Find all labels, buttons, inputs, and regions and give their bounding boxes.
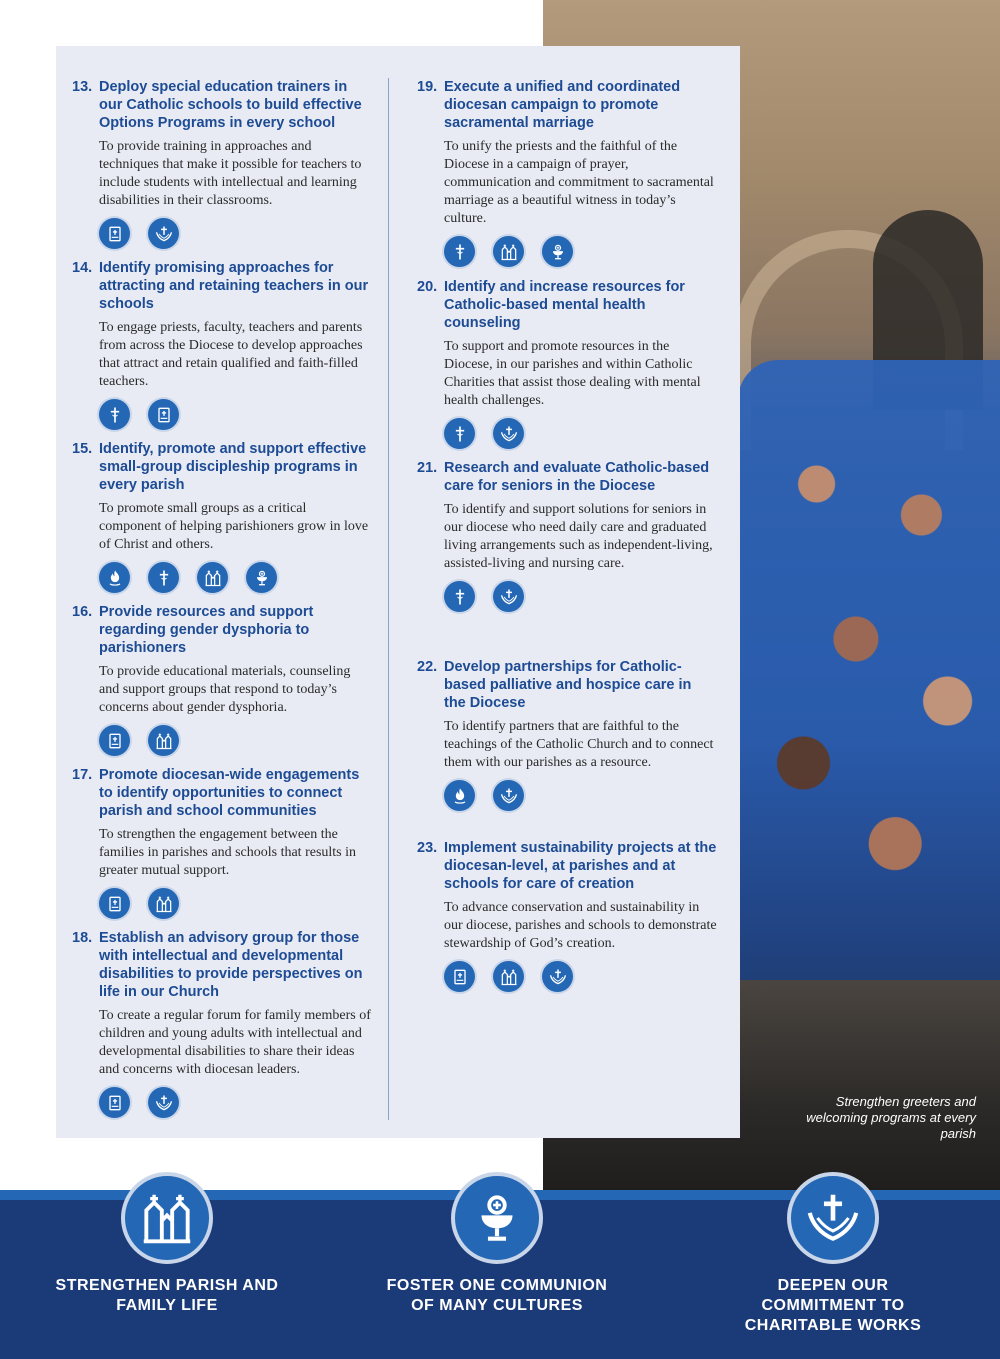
goal-icons [99, 888, 372, 919]
goal-number: 21. [417, 460, 438, 476]
goal-description: To identify and support solutions for seniors in our diocese who need daily care and graduated living arrangements such as independent-living, assisted-living and nursing care. [444, 502, 713, 571]
goal-item-22 [417, 658, 717, 811]
goal-item-14 [72, 259, 372, 430]
goal-description: To identify partners that are faithful to the teachings of the Catholic Church and to connect them with our parishes as a resource. [444, 719, 714, 770]
goal-title: Identify promising approaches for attracting and retaining teachers in our schools [99, 260, 369, 312]
goal-icons [444, 581, 717, 612]
goal-description: To provide educational materials, counseling and support groups that respond to today’s concerns about gender dysphoria. [99, 664, 351, 715]
goal-number: 14. [72, 260, 93, 276]
goal-number: 17. [72, 767, 93, 783]
church-icon [493, 961, 524, 992]
charity-hands-icon [493, 418, 524, 449]
cross-icon [444, 236, 475, 267]
parish-icon [99, 1087, 130, 1118]
goal-title: Provide resources and support regarding gender dysphoria to parishioners [99, 604, 314, 656]
goal-icons [99, 218, 372, 249]
goal-icons [444, 418, 717, 449]
chalice-icon [451, 1172, 543, 1264]
parish-icon [444, 961, 475, 992]
goal-description: To advance conservation and sustainability in our diocese, parishes and schools to demonstrate stewardship of God’s creation. [444, 900, 717, 951]
cross-icon [444, 418, 475, 449]
church-icon [493, 236, 524, 267]
pillar-label: FOSTER ONE COMMUNION OF MANY CULTURES [386, 1277, 608, 1314]
chalice-icon [246, 562, 277, 593]
goal-item-17 [72, 766, 372, 919]
pillar-charitable-works [718, 1172, 948, 1336]
goal-item-13 [72, 78, 372, 249]
goal-title: Identify, promote and support effective small-group discipleship programs in every parish [99, 441, 367, 493]
goal-description: To strengthen the engagement between the families in parishes and schools that results in greater mutual support. [99, 827, 357, 878]
goal-title: Deploy special education trainers in our Catholic schools to build effective Options Programs in every school [99, 79, 362, 131]
goal-number: 19. [417, 79, 438, 95]
pillar-parish-family [52, 1172, 282, 1316]
goal-number: 20. [417, 279, 438, 295]
goal-icons [99, 1087, 372, 1118]
photo-caption: Strengthen greeters and welcoming programs at every parish [806, 1094, 976, 1141]
pillar-label: STRENGTHEN PARISH AND FAMILY LIFE [55, 1277, 279, 1314]
church-icon [148, 888, 179, 919]
goal-description: To unify the priests and the faithful of the Diocese in a campaign of prayer, communication and commitment to sacramental marriage as a beautiful witness in today’s culture. [444, 139, 714, 226]
charity-hands-icon [148, 218, 179, 249]
goal-title: Develop partnerships for Catholic-based palliative and hospice care in the Diocese [444, 659, 692, 711]
goal-icons [99, 562, 372, 593]
goal-number: 16. [72, 604, 93, 620]
goal-number: 22. [417, 659, 438, 675]
goal-description: To create a regular forum for family members of children and young adults with intellectual and developmental disabilities to share their ideas and concerns with diocesan leaders. [99, 1008, 371, 1077]
goal-title: Identify and increase resources for Catholic-based mental health counseling [444, 279, 685, 331]
goal-icons [444, 961, 717, 992]
goal-number: 15. [72, 441, 93, 457]
goal-item-23 [417, 839, 717, 992]
goal-number: 13. [72, 79, 93, 95]
church-icon [121, 1172, 213, 1264]
goal-title: Establish an advisory group for those with intellectual and developmental disabilities to provide perspectives on life in our Church [99, 930, 363, 1000]
pillar-label: DEEPEN OUR COMMITMENT TO CHARITABLE WORKS [744, 1277, 922, 1334]
goal-item-21 [417, 459, 717, 612]
charity-hands-icon [493, 780, 524, 811]
goal-item-15 [72, 440, 372, 593]
goal-icons [444, 780, 717, 811]
charity-hands-icon [787, 1172, 879, 1264]
parish-icon [99, 888, 130, 919]
goal-title: Promote diocesan-wide engagements to identify opportunities to connect parish and school communities [99, 767, 360, 819]
column-divider [388, 78, 389, 1120]
goal-icons [99, 725, 372, 756]
church-icon [148, 725, 179, 756]
goal-icons [444, 236, 717, 267]
flame-icon [444, 780, 475, 811]
goal-description: To promote small groups as a critical component of helping parishioners grow in love of Christ and others. [99, 501, 369, 552]
goal-title: Implement sustainability projects at the diocesan-level, at parishes and at schools for care of creation [444, 840, 717, 892]
goal-title: Execute a unified and coordinated diocesan campaign to promote sacramental marriage [444, 79, 681, 131]
goal-item-16 [72, 603, 372, 756]
goal-title: Research and evaluate Catholic-based care for seniors in the Diocese [444, 460, 710, 494]
goal-description: To support and promote resources in the Diocese, in our parishes and within Catholic Charities that assist those dealing with mental health challenges. [444, 339, 701, 408]
chalice-icon [542, 236, 573, 267]
parish-icon [148, 399, 179, 430]
church-icon [197, 562, 228, 593]
charity-hands-icon [542, 961, 573, 992]
cross-icon [444, 581, 475, 612]
goal-item-20 [417, 278, 717, 449]
pillar-communion-cultures [382, 1172, 612, 1316]
cross-icon [99, 399, 130, 430]
goal-description: To provide training in approaches and techniques that make it possible for teachers to include students with intellectual and learning disabilities in their classrooms. [99, 139, 362, 208]
goal-icons [99, 399, 372, 430]
charity-hands-icon [148, 1087, 179, 1118]
parish-icon [99, 725, 130, 756]
goal-number: 18. [72, 930, 93, 946]
goal-item-19 [417, 78, 717, 267]
flame-icon [99, 562, 130, 593]
goal-item-18 [72, 929, 372, 1118]
parish-icon [99, 218, 130, 249]
charity-hands-icon [493, 581, 524, 612]
goal-description: To engage priests, faculty, teachers and parents from across the Diocese to develop approaches that attract and retain qualified and faith-filled teachers. [99, 320, 363, 389]
cross-icon [148, 562, 179, 593]
goal-number: 23. [417, 840, 438, 856]
crowd-group [738, 360, 1000, 980]
